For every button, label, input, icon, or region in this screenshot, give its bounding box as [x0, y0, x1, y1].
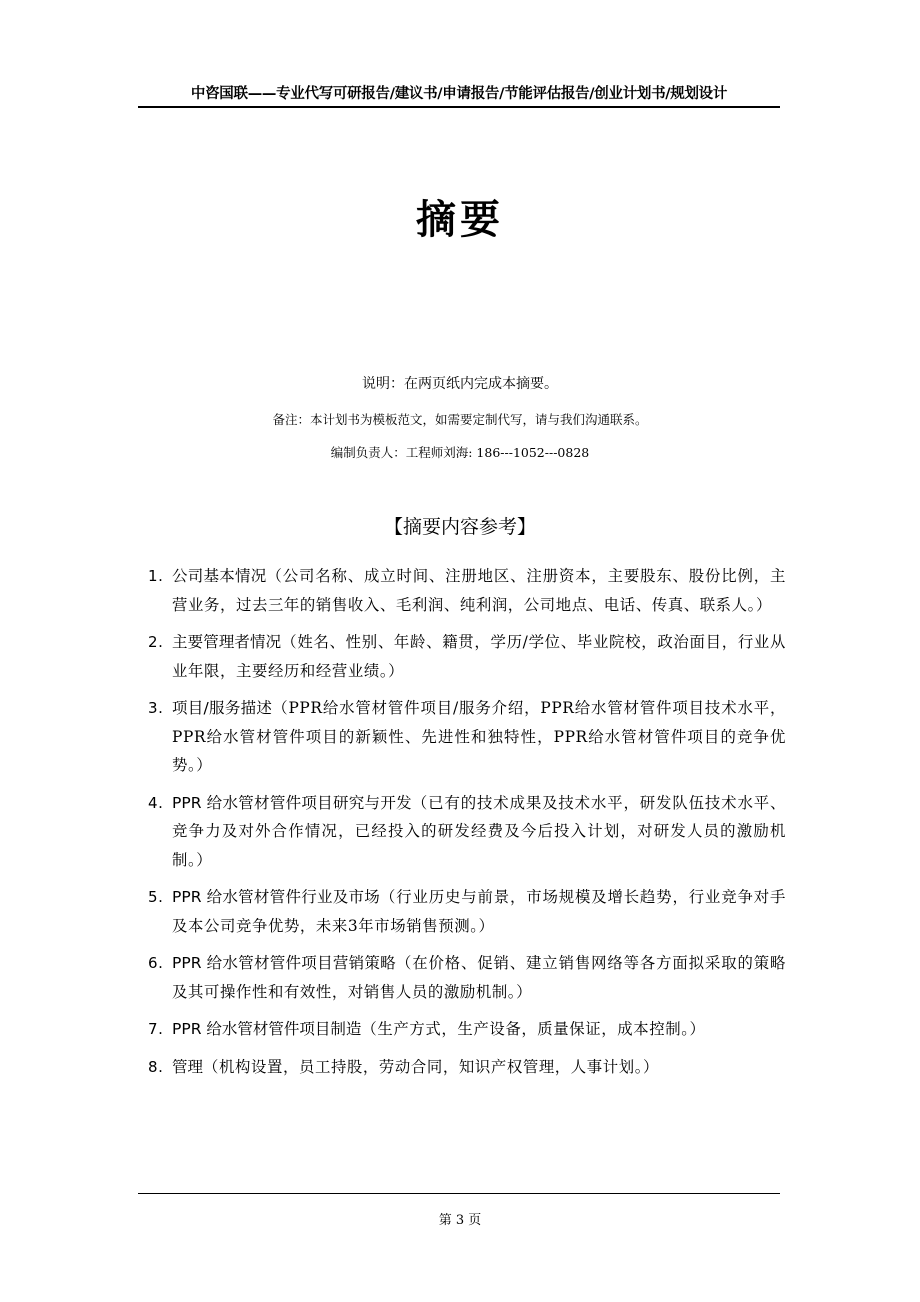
item-number: 1. — [148, 567, 164, 585]
item-number: 5. — [148, 888, 164, 906]
item-description: （行业历史与前景，市场规模及增长趋势，行业竞争对手及本公司竞争优势，未来3年市场销售预测。） — [172, 888, 786, 935]
running-header: 中咨国联——专业代写可研报告/建议书/申请报告/节能评估报告/创业计划书/规划设计 — [190, 86, 728, 102]
item-title: PPR 给水管材管件项目制造 — [172, 1020, 362, 1038]
item-number: 2. — [148, 633, 164, 651]
list-item — [148, 949, 786, 1006]
item-title: PPR 给水管材管件行业及市场 — [172, 888, 380, 906]
item-description: （公司名称、成立时间、注册地区、注册资本，主要股东、股份比例，主营业务，过去三年的销售收入、毛利润、纯利润，公司地点、电话、传真、联系人。） — [172, 567, 786, 614]
remark-note: 备注：本计划书为模板范文，如需要定制代写，请与我们沟通联系。 — [272, 412, 648, 427]
section-heading: 【摘要内容参考】 — [383, 516, 536, 538]
list-item — [148, 694, 786, 780]
list-item — [148, 1015, 786, 1044]
item-description: （生产方式，生产设备，质量保证，成本控制。） — [361, 1020, 706, 1038]
item-description: （PPR给水管材管件项目/服务介绍，PPR给水管材管件项目技术水平，PPR给水管材管件项目的新颖性、先进性和独特性，PPR给水管材管件项目的竞争优势。） — [172, 699, 786, 774]
item-description: （在价格、促销、建立销售网络等各方面拟采取的策略及其可操作性和有效性，对销售人员的激励机制。） — [172, 954, 786, 1001]
item-number: 8. — [148, 1057, 164, 1076]
item-number: 3. — [148, 699, 164, 717]
item-title: 项目/服务描述 — [172, 699, 273, 717]
item-number: 6. — [148, 954, 164, 972]
contact-note: 编制负责人：工程师刘海: 186---1052---0828 — [330, 445, 590, 460]
footer-divider — [138, 1193, 780, 1194]
item-title: 管理 — [172, 1057, 204, 1076]
item-title: PPR 给水管材管件项目营销策略 — [172, 954, 396, 972]
list-item — [148, 562, 786, 619]
summary-item-list — [148, 562, 786, 1090]
item-description: （姓名、性别、年龄、籍贯，学历/学位、毕业院校，政治面目，行业从业年限，主要经历和经营业绩。） — [172, 633, 786, 680]
list-item — [148, 1053, 786, 1082]
header-divider — [138, 106, 780, 108]
list-item — [148, 789, 786, 875]
item-title: 公司基本情况 — [172, 567, 267, 585]
list-item — [148, 883, 786, 940]
page-title: 摘要 — [416, 197, 504, 243]
item-description: （已有的技术成果及技术水平，研发队伍技术水平、竞争力及对外合作情况，已经投入的研发经费及今后投入计划，对研发人员的激励机制。） — [172, 793, 786, 869]
item-number: 7. — [148, 1020, 164, 1038]
page-number: 第 3 页 — [438, 1213, 482, 1228]
list-item — [148, 628, 786, 685]
item-title: PPR 给水管材管件项目研究与开发 — [172, 793, 412, 812]
instruction-note: 说明：在两页纸内完成本摘要。 — [362, 376, 558, 392]
item-description: （机构设置，员工持股，劳动合同，知识产权管理，人事计划。） — [203, 1057, 660, 1076]
item-title: 主要管理者情况 — [172, 633, 282, 651]
item-number: 4. — [148, 793, 164, 812]
